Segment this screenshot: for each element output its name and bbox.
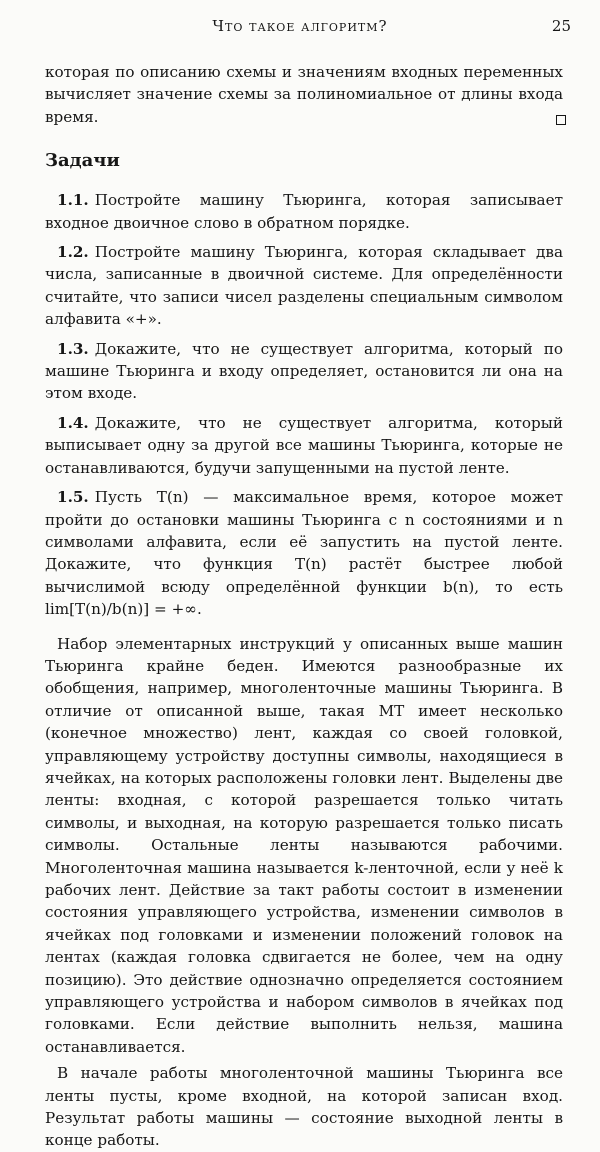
problem-number: 1.3. — [57, 339, 89, 358]
problem-number: 1.5. — [57, 488, 89, 507]
problem-text: Постройте машину Тьюринга, которая записывает входное двоичное слово в обратном порядке. — [45, 191, 563, 232]
problem-text: Докажите, что не существует алгоритма, который выписывает одну за другой все машины Тьюринга, которые не останавливаются, будучи запущенными на пустой ленте. — [45, 413, 563, 477]
problem-number: 1.1. — [57, 191, 89, 210]
running-title: Что такое алгоритм? — [212, 17, 388, 35]
problem-text: Постройте машину Тьюринга, которая складывает два числа, записанные в двоичной системе. Для определённости считайте, что записи чисел разделены специальным символом алфавита «+». — [45, 243, 563, 329]
qed-square-icon — [556, 115, 566, 125]
problem-item — [45, 412, 563, 479]
problem-text: Докажите, что не существует алгоритма, который по машине Тьюринга и входу определяет, остановится ли она на этом входе. — [45, 339, 563, 403]
problem-item — [45, 241, 563, 331]
problem-number: 1.4. — [57, 413, 89, 432]
continuation-text: которая по описанию схемы и значениям входных переменных вычисляет значение схемы за полиномиальное от длины входа время. — [45, 63, 563, 126]
page-body — [45, 61, 563, 1152]
section-title: Задачи — [45, 150, 120, 172]
problem-item — [45, 338, 563, 405]
problem-number: 1.2. — [57, 243, 89, 262]
body-paragraph: В начале работы многоленточной машины Тьюринга все ленты пусты, кроме входной, на которой записан вход. Результат работы машины — состояние выходной ленты в конце работы. — [45, 1064, 563, 1150]
page-number: 25 — [551, 17, 571, 35]
problem-item — [45, 189, 563, 234]
body-paragraph: Набор элементарных инструкций у описанных выше машин Тьюринга крайне беден. Имеются разнообразные их обобщения, например, многоленточные машины Тьюринга. В отличие от описанной выше, такая МТ имеет несколько (конечное множество) лент, каждая со своей головкой, управляющему устройству доступны символы, находящиеся в ячейках, на которых расположены головки лент. Выделены две ленты: входная, с которой разрешается только читать символы, и выходная, на которую разрешается только писать символы. Остальные ленты называются рабочими. Многоленточная машина называется k-ленточной, если у неё k рабочих лент. Действие за такт работы состоит в изменении состояния управляющего устройства, изменении символов в ячейках под головками и изменении положений головок на лентах (каждая головка сдвигается не более, чем на одну позицию). Это действие однозначно определяется состоянием управляющего устройства и набором символов в ячейках под головками. Если действие выполнить нельзя, машина останавливается. — [45, 634, 563, 1056]
problem-item — [45, 486, 563, 620]
problem-text: Пусть T(n) — максимальное время, которое может пройти до остановки машины Тьюринга с n состояниями и n символами алфавита, если её запустить на пустой ленте. Докажите, что функция T(n) растёт быстрее любой вычислимой всюду определённой функции b(n), то есть lim[T(n)/b(n)] = +∞. — [45, 488, 563, 619]
running-head — [0, 12, 600, 40]
continuation-paragraph — [45, 61, 563, 128]
